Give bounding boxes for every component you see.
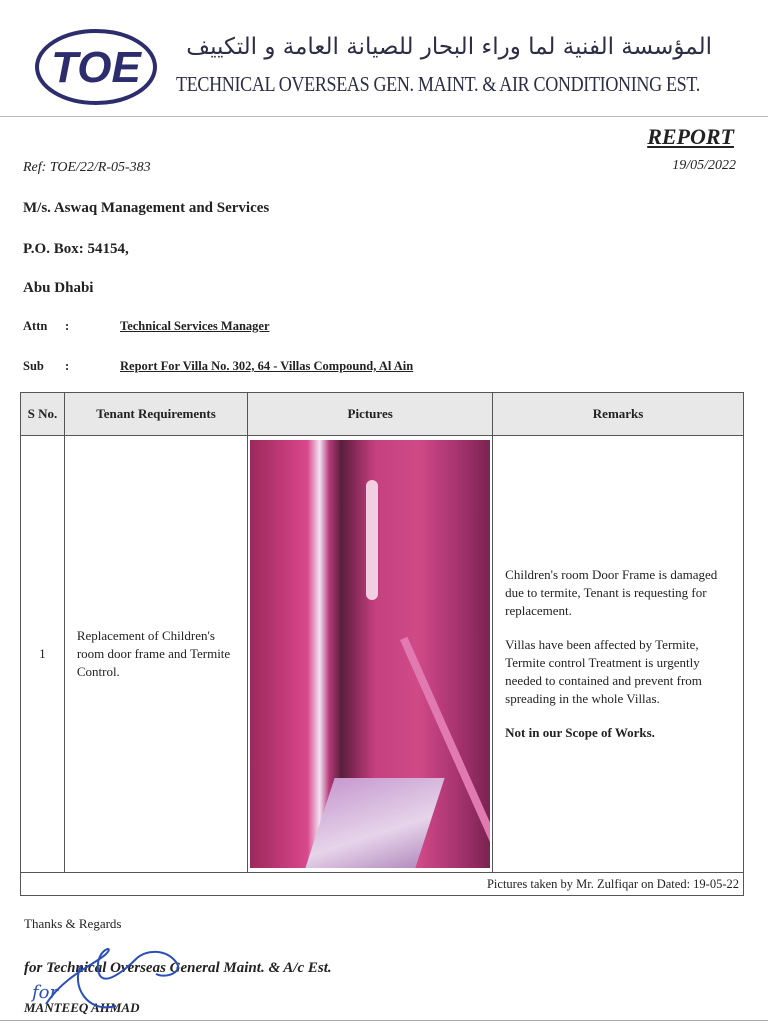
company-name-arabic: المؤسسة الفنية لما وراء البحار للصيانة العامة و التكييف xyxy=(186,34,712,60)
attn-colon: : xyxy=(65,319,70,333)
signatory-name: MANTEEQ AHMAD xyxy=(24,1000,140,1015)
report-table xyxy=(20,392,744,896)
recipient-city: Abu Dhabi xyxy=(23,280,94,296)
logo-text: TOE xyxy=(51,43,141,92)
bottom-divider xyxy=(0,1020,768,1021)
header-sno: S No. xyxy=(21,393,65,436)
remark-termite: Villas have been affected by Termite, Termite control Treatment is urgently needed to contained and prevent from spreading in the whole Villas. xyxy=(505,637,702,706)
pictures-footnote: Pictures taken by Mr. Zulfiqar on Dated: 19-05-22 xyxy=(21,873,744,896)
handwritten-signature xyxy=(26,944,196,1022)
company-name-english: TECHNICAL OVERSEAS GEN. MAINT. & AIR CONDITIONING EST. xyxy=(176,72,700,96)
header-pictures: Pictures xyxy=(248,393,493,436)
company-signoff: for Technical Overseas General Maint. & A/c Est. xyxy=(24,960,332,976)
company-logo xyxy=(34,28,158,106)
table-header-row xyxy=(21,393,744,436)
attn-label: Attn xyxy=(23,319,48,333)
header-remarks: Remarks xyxy=(493,393,744,436)
row-remarks xyxy=(493,436,744,873)
svg-text:for: for xyxy=(32,982,59,1003)
subject-colon: : xyxy=(65,359,70,373)
subject-value: Report For Villa No. 302, 64 - Villas Compound, Al Ain xyxy=(120,359,414,373)
subject-label: Sub xyxy=(23,359,44,373)
header-tenant-requirements: Tenant Requirements xyxy=(64,393,247,436)
door-frame-photo xyxy=(250,440,490,868)
row-requirement: Replacement of Children's room door frame and Termite Control. xyxy=(64,436,247,873)
row-sno: 1 xyxy=(21,436,65,873)
table-footnote-row xyxy=(21,873,744,896)
report-title: REPORT xyxy=(647,124,734,149)
remark-door-frame: Children's room Door Frame is damaged due to termite, Tenant is requesting for replacement. xyxy=(505,567,718,618)
attn-value: Technical Services Manager xyxy=(120,319,270,333)
row-picture-cell xyxy=(248,436,493,873)
remark-scope: Not in our Scope of Works. xyxy=(505,725,655,740)
recipient-po-box: P.O. Box: 54154, xyxy=(23,241,129,257)
thanks-regards: Thanks & Regards xyxy=(24,916,122,931)
letterhead xyxy=(0,0,768,117)
report-date: 19/05/2022 xyxy=(672,158,736,173)
reference-number: Ref: TOE/22/R-05-383 xyxy=(23,160,151,175)
recipient-name: M/s. Aswaq Management and Services xyxy=(23,200,270,216)
table-row xyxy=(21,436,744,873)
